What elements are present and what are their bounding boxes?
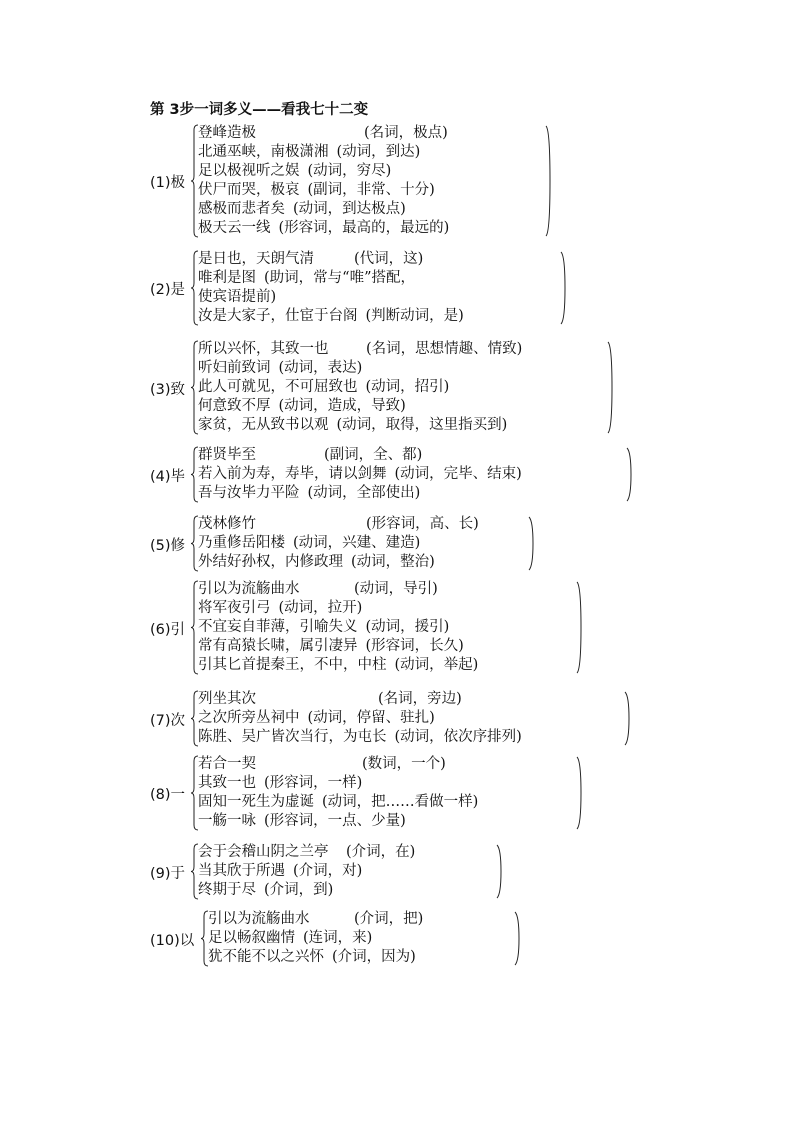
gloss-text: (动词，全部使出) xyxy=(307,485,421,501)
example-sentence: 使宾语提前) xyxy=(198,289,277,305)
gloss-text: (介词，因为) xyxy=(332,949,416,965)
polysemy-group xyxy=(150,755,602,831)
example-sentence: 会于会稽山阴之兰亭 xyxy=(198,844,329,860)
example-row xyxy=(198,774,478,793)
example-row xyxy=(208,910,423,929)
gloss-text: (代词，这) xyxy=(354,251,424,267)
example-row xyxy=(198,843,415,862)
example-row xyxy=(198,288,464,307)
right-bracket xyxy=(576,580,584,675)
gloss-text: (动词，整治) xyxy=(351,554,435,570)
term-label: (1)极 xyxy=(150,175,186,191)
polysemy-group xyxy=(150,910,540,967)
example-sentence: 伏尸而哭，极哀 xyxy=(198,182,300,198)
gloss-text: (副词，非常、十分) xyxy=(307,182,435,198)
gloss-text: (介词，把) xyxy=(354,911,424,927)
right-bracket xyxy=(528,515,536,572)
polysemy-group xyxy=(150,580,602,675)
term-label: (2)是 xyxy=(150,282,186,298)
term-label: (9)于 xyxy=(150,865,186,882)
example-sentence: 若入前为寿，寿毕，请以剑舞 xyxy=(198,466,387,482)
polysemy-group xyxy=(150,446,652,503)
gloss-text: (动词，招引) xyxy=(365,379,450,395)
right-bracket xyxy=(626,446,634,503)
right-bracket xyxy=(545,124,553,238)
gloss-text: (名词，旁边) xyxy=(378,691,462,707)
gloss-text: (形容词，最高的，最远的) xyxy=(278,220,450,236)
gloss-text: (动词，造成，导致) xyxy=(278,398,406,414)
example-sentence: 乃重修岳阳楼 xyxy=(198,535,285,551)
right-bracket xyxy=(514,910,522,967)
example-sentence: 所以兴怀，其致一也 xyxy=(198,341,329,357)
example-list xyxy=(198,755,478,831)
example-row xyxy=(198,219,449,238)
example-row xyxy=(198,812,478,831)
term-label: (5)修 xyxy=(150,537,186,554)
example-row xyxy=(198,881,415,900)
example-list xyxy=(198,580,478,675)
example-list xyxy=(198,690,522,747)
polysemy-group xyxy=(150,515,554,572)
gloss-text: (动词，把……看做一样) xyxy=(322,794,479,810)
example-list xyxy=(198,340,522,435)
gloss-text: (名词，思想情趣、情致) xyxy=(366,341,523,357)
example-sentence: 终期于尽 xyxy=(198,882,256,898)
gloss-text: (连词，来) xyxy=(303,930,373,946)
example-sentence: 犹不能不以之兴怀 xyxy=(208,949,324,965)
example-sentence: 陈胜、吴广皆次当行，为屯长 xyxy=(198,729,387,745)
example-sentence: 此人可就见，不可屈致也 xyxy=(198,379,358,395)
polysemy-group xyxy=(150,124,571,238)
term-label: (3)致 xyxy=(150,381,186,398)
gloss-text: (动词，举起) xyxy=(394,657,479,673)
example-sentence: 群贤毕至 xyxy=(198,447,256,463)
right-bracket xyxy=(624,690,632,747)
example-list xyxy=(198,250,464,326)
example-row xyxy=(198,307,464,326)
section-title: 第 3步一词多义——看我七十二变 xyxy=(150,102,369,118)
example-row xyxy=(198,599,478,618)
gloss-text: (动词，取得，这里指买到) xyxy=(336,417,508,433)
example-row xyxy=(198,465,522,484)
gloss-text: (判断动词，是) xyxy=(365,308,464,324)
example-row xyxy=(198,637,478,656)
example-row xyxy=(198,690,522,709)
example-sentence: 一觞一咏 xyxy=(198,813,256,829)
example-row xyxy=(198,124,449,143)
term-label: (4)毕 xyxy=(150,468,186,485)
gloss-text: (动词，拉开) xyxy=(278,600,363,616)
example-list xyxy=(198,515,479,572)
example-sentence: 列坐其次 xyxy=(198,691,256,707)
example-sentence: 北通巫峡，南极潇湘 xyxy=(198,144,329,160)
example-sentence: 固知一死生为虚诞 xyxy=(198,794,314,810)
gloss-text: (形容词，一点、少量) xyxy=(264,813,406,829)
example-row xyxy=(198,618,478,637)
example-row xyxy=(198,200,449,219)
polysemy-group xyxy=(150,250,586,326)
example-row xyxy=(198,269,464,288)
example-sentence: 常有高猿长啸，属引凄异 xyxy=(198,638,358,654)
gloss-text: (介词，到) xyxy=(264,882,334,898)
example-row xyxy=(208,929,423,948)
example-sentence: 若合一契 xyxy=(198,756,256,772)
gloss-text: (动词，停留、驻扎) xyxy=(307,710,435,726)
gloss-text: (动词，兴建、建造) xyxy=(293,535,421,551)
gloss-text: (介词，对) xyxy=(293,863,363,879)
right-bracket xyxy=(607,340,615,435)
example-row xyxy=(198,397,522,416)
polysemy-group xyxy=(150,340,633,435)
example-row xyxy=(198,709,522,728)
example-row xyxy=(198,378,522,397)
example-row xyxy=(198,793,478,812)
example-sentence: 足以极视听之娱 xyxy=(198,163,300,179)
polysemy-group xyxy=(150,690,650,747)
example-sentence: 足以畅叙幽情 xyxy=(208,930,295,946)
gloss-text: (动词，援引) xyxy=(365,619,450,635)
example-sentence: 感极而悲者矣 xyxy=(198,201,285,217)
example-sentence: 外结好孙权，内修政理 xyxy=(198,554,343,570)
example-sentence: 引以为流觞曲水 xyxy=(208,911,310,927)
gloss-text: (数词，一个) xyxy=(362,756,446,772)
example-sentence: 汝是大家子，仕宦于台阁 xyxy=(198,308,358,324)
example-sentence: 不宜妄自菲薄，引喻失义 xyxy=(198,619,358,635)
term-label: (7)次 xyxy=(150,712,186,729)
gloss-text: (动词，穷尽) xyxy=(307,163,392,179)
example-sentence: 当其欣于所遇 xyxy=(198,863,285,879)
example-row xyxy=(198,580,478,599)
example-row xyxy=(198,181,449,200)
term-label: (10)以 xyxy=(150,932,195,949)
example-row xyxy=(198,553,479,572)
example-sentence: 唯利是图 xyxy=(198,270,256,286)
term-label: (8)一 xyxy=(150,787,186,803)
right-bracket xyxy=(496,843,504,900)
example-list xyxy=(198,124,449,238)
example-sentence: 是日也，天朗气清 xyxy=(198,251,314,267)
gloss-text: (动词，表达) xyxy=(278,360,363,376)
example-sentence: 其致一也 xyxy=(198,775,256,791)
example-row xyxy=(198,862,415,881)
example-row xyxy=(208,948,423,967)
example-sentence: 之次所旁丛祠中 xyxy=(198,710,300,726)
example-sentence: 将军夜引弓 xyxy=(198,600,271,616)
example-row xyxy=(198,515,479,534)
gloss-text: (名词，极点) xyxy=(364,125,448,141)
term-label: (6)引 xyxy=(150,621,186,638)
example-row xyxy=(198,340,522,359)
right-bracket xyxy=(560,250,568,326)
example-sentence: 引其匕首提秦王，不中，中柱 xyxy=(198,657,387,673)
gloss-text: (形容词，高、长) xyxy=(366,516,479,532)
example-list xyxy=(198,446,522,503)
gloss-text: (动词，到达极点) xyxy=(293,201,406,217)
example-sentence: 引以为流觞曲水 xyxy=(198,581,300,597)
polysemy-group xyxy=(150,843,522,900)
gloss-text: (动词，到达) xyxy=(336,144,421,160)
example-row xyxy=(198,755,478,774)
example-row xyxy=(198,534,479,553)
example-sentence: 家贫，无从致书以观 xyxy=(198,417,329,433)
gloss-text: (动词，导引) xyxy=(354,581,438,597)
gloss-text: (助词，常与“唯”搭配， xyxy=(264,270,415,286)
example-sentence: 听妇前致词 xyxy=(198,360,271,376)
example-sentence: 吾与汝毕力平险 xyxy=(198,485,300,501)
example-row xyxy=(198,656,478,675)
example-row xyxy=(198,359,522,378)
example-row xyxy=(198,416,522,435)
example-row xyxy=(198,728,522,747)
example-sentence: 何意致不厚 xyxy=(198,398,271,414)
example-row xyxy=(198,446,522,465)
gloss-text: (动词，依次序排列) xyxy=(394,729,522,745)
gloss-text: (动词，完毕、结束) xyxy=(394,466,522,482)
gloss-text: (形容词，长久) xyxy=(365,638,464,654)
example-row xyxy=(198,250,464,269)
example-row xyxy=(198,162,449,181)
gloss-text: (形容词，一样) xyxy=(264,775,363,791)
example-sentence: 茂林修竹 xyxy=(198,516,256,532)
right-bracket xyxy=(576,755,584,831)
example-row xyxy=(198,484,522,503)
gloss-text: (副词，全、都) xyxy=(324,447,423,463)
example-sentence: 登峰造极 xyxy=(198,125,256,141)
example-sentence: 极天云一线 xyxy=(198,220,271,236)
example-row xyxy=(198,143,449,162)
gloss-text: (介词，在) xyxy=(346,844,416,860)
example-list xyxy=(208,910,423,967)
example-list xyxy=(198,843,415,900)
